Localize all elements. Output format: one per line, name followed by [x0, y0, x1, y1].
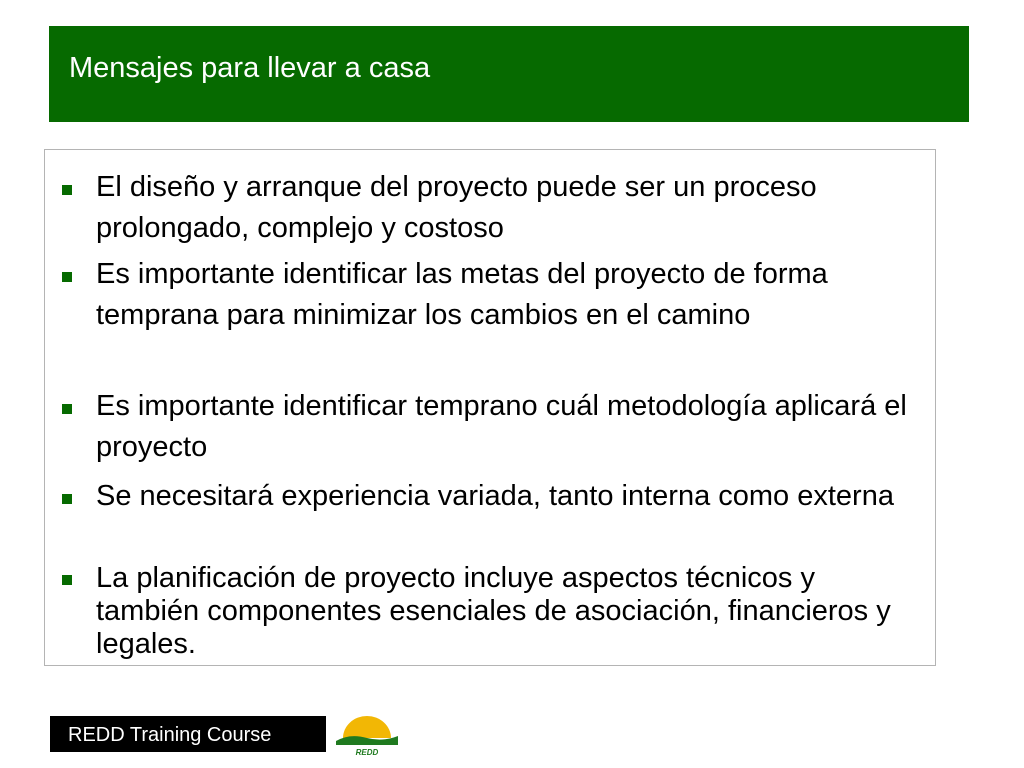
title-bar	[49, 26, 969, 122]
bullet-list-panel	[44, 149, 936, 666]
square-bullet-icon	[62, 185, 72, 195]
bullet-item-2	[96, 254, 916, 336]
square-bullet-icon	[62, 575, 72, 585]
redd-sun-logo-icon	[334, 712, 400, 758]
bullet-item-3	[96, 386, 916, 468]
bullet-text: Se necesitará experiencia variada, tanto interna como externa	[96, 480, 894, 512]
bullet-item-1	[96, 167, 916, 249]
square-bullet-icon	[62, 494, 72, 504]
course-label: REDD Training Course	[68, 724, 272, 746]
bullet-text: La planificación de proyecto incluye aspectos técnicos y también componentes esenciales de asociación, financieros y legales.	[96, 562, 891, 660]
square-bullet-icon	[62, 272, 72, 282]
bullet-text: El diseño y arranque del proyecto puede ser un proceso prolongado, complejo y costoso	[96, 171, 817, 244]
logo-wordmark: REDD	[355, 748, 379, 757]
square-bullet-icon	[62, 404, 72, 414]
bullet-text: Es importante identificar las metas del proyecto de forma temprana para minimizar los cambios en el camino	[96, 258, 828, 331]
bullet-text: Es importante identificar temprano cuál metodología aplicará el proyecto	[96, 390, 907, 463]
slide-title: Mensajes para llevar a casa	[69, 52, 431, 84]
bullet-item-5	[96, 562, 916, 661]
course-badge	[50, 716, 326, 752]
bullet-item-4	[96, 476, 916, 517]
